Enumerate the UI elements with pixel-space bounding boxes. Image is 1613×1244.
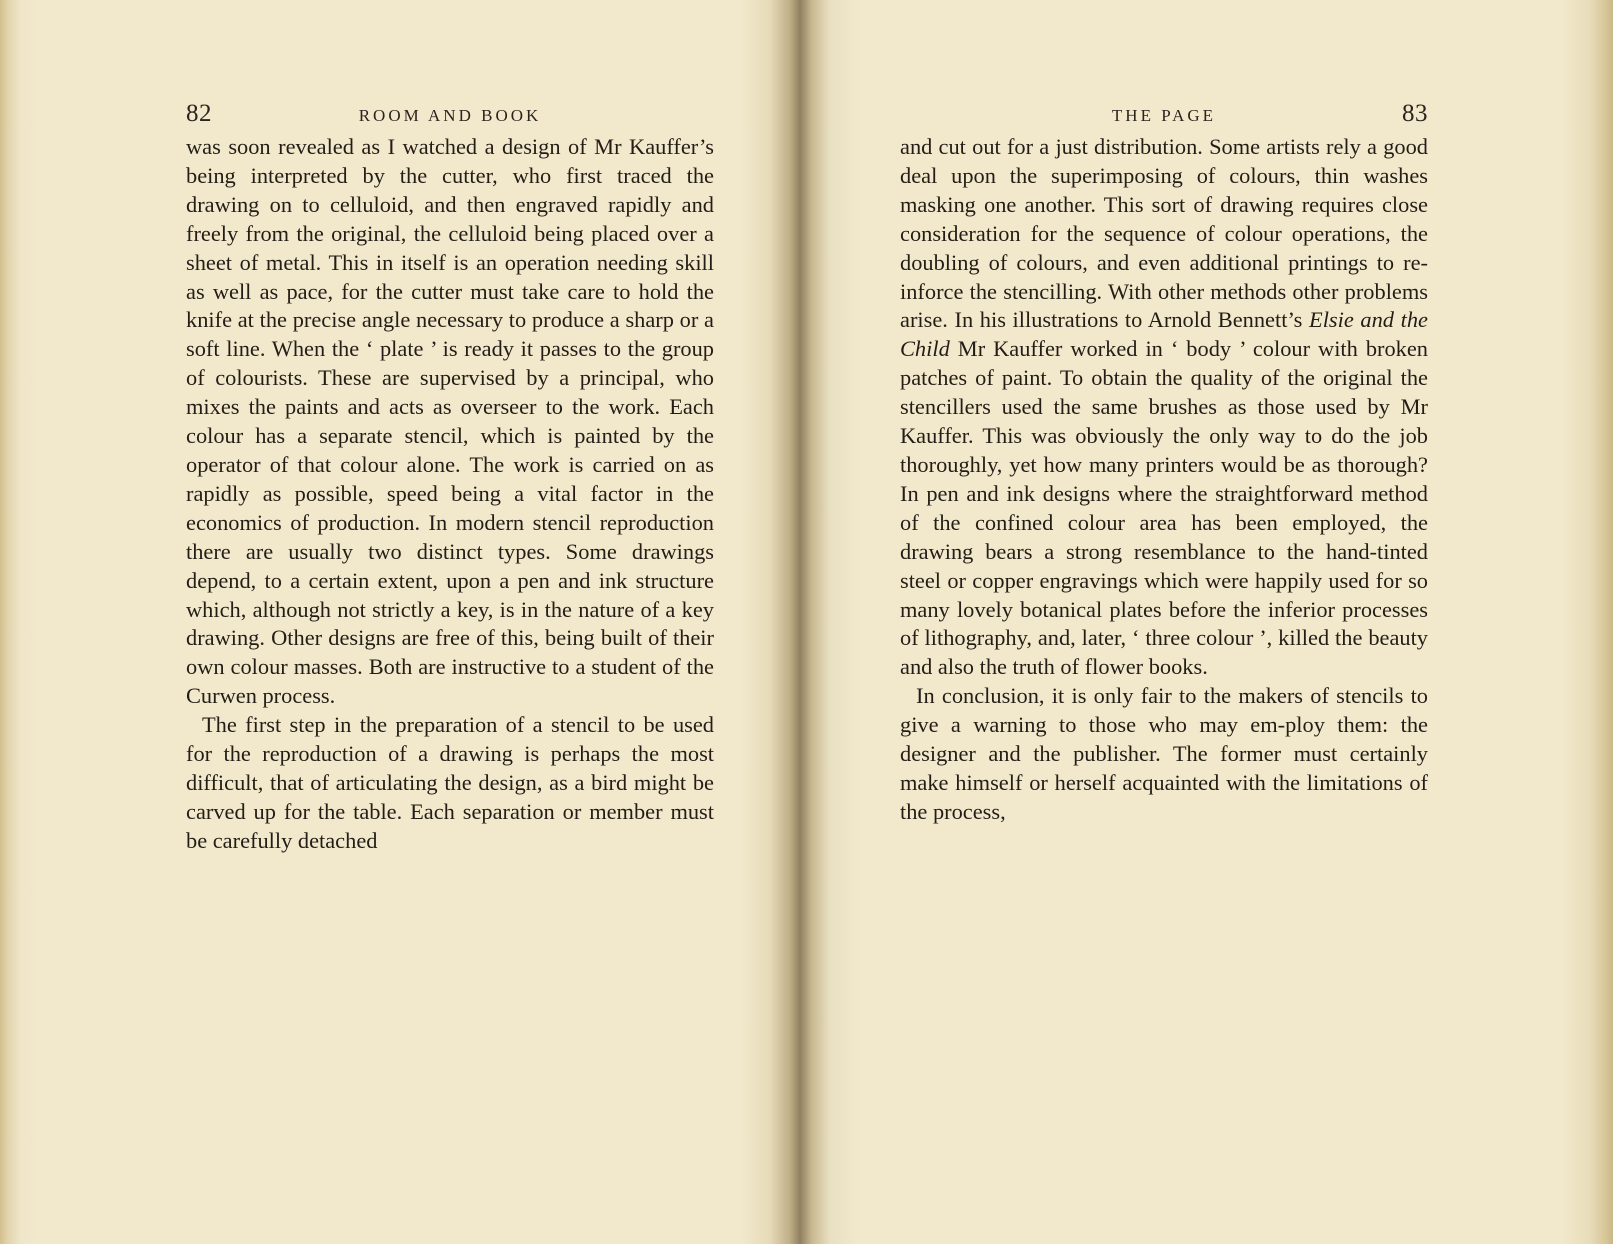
right-running-title: THE PAGE [1111,106,1217,125]
left-paragraph-2: The first step in the preparation of a stencil to be used for the reproduction of a drawing is perhaps the most difficult, that of articulating the design, as a bird might be carved up for the table. Each separation or member must be carefully detached [186,712,714,853]
right-paragraph-1-end: Mr Kauffer worked in ‘ body ’ colour with broken patches of paint. To obtain the quality of the original the stencillers used the same brushes as those used by Mr Kauffer. This was obviously the only way to do the job thoroughly, yet how many printers would be as thorough? In pen and ink designs where the straightforward method of the confined colour area has been employed, the drawing bears a strong resemblance to the hand-tinted steel or copper engravings which were happily used for so many lovely botanical plates before the inferior processes of lithography, and, later, ‘ three colour ’, killed the beauty and also the truth of flower books. [900,336,1428,680]
left-text-block [186,133,714,856]
right-text-block [900,133,1428,827]
right-page-number: 83 [1402,100,1428,127]
book-title: Elsie and the Child [900,307,1428,362]
right-paragraph-2: In conclusion, it is only fair to the makers of stencils to give a warning to those who may em-ploy them: the designer and the publisher. The former must certainly make himself or herself acquainted with the limitations of the process, [900,683,1428,824]
left-running-title: ROOM AND BOOK [358,106,542,125]
left-paragraph-1: was soon revealed as I watched a design of Mr Kauffer’s being interpreted by the cutter, who first traced the drawing on to celluloid, and then engraved rapidly and freely from the original, the celluloid being placed over a sheet of metal. This in itself is an operation needing skill as well as pace, for the cutter must take care to hold the knife at the precise angle necessary to produce a sharp or a soft line. When the ‘ plate ’ is ready it passes to the group of colourists. These are supervised by a principal, who mixes the paints and acts as overseer to the work. Each colour has a separate stencil, which is painted by the operator of that colour alone. The work is carried on as rapidly as possible, speed being a vital factor in the economics of production. In modern stencil reproduction there are usually two distinct types. Some drawings depend, to a certain extent, upon a pen and ink structure which, although not strictly a key, is in the nature of a key drawing. Other designs are free of this, being built of their own colour masses. Both are instructive to a student of the Curwen process. [186,134,714,709]
right-paragraph-1-start: and cut out for a just distribution. Some artists rely a good deal upon the superimposing of colours, thin washes masking one another. This sort of drawing requires close consideration for the sequence of colour operations, the doubling of colours, and even additional printings to re-inforce the stencilling. With other methods other problems arise. In his illustrations to Arnold Bennett’s [900,134,1428,333]
left-running-head [186,100,714,130]
right-running-head [900,100,1428,130]
right-paragraph-1 [900,133,1428,682]
left-page-number: 82 [186,100,212,127]
